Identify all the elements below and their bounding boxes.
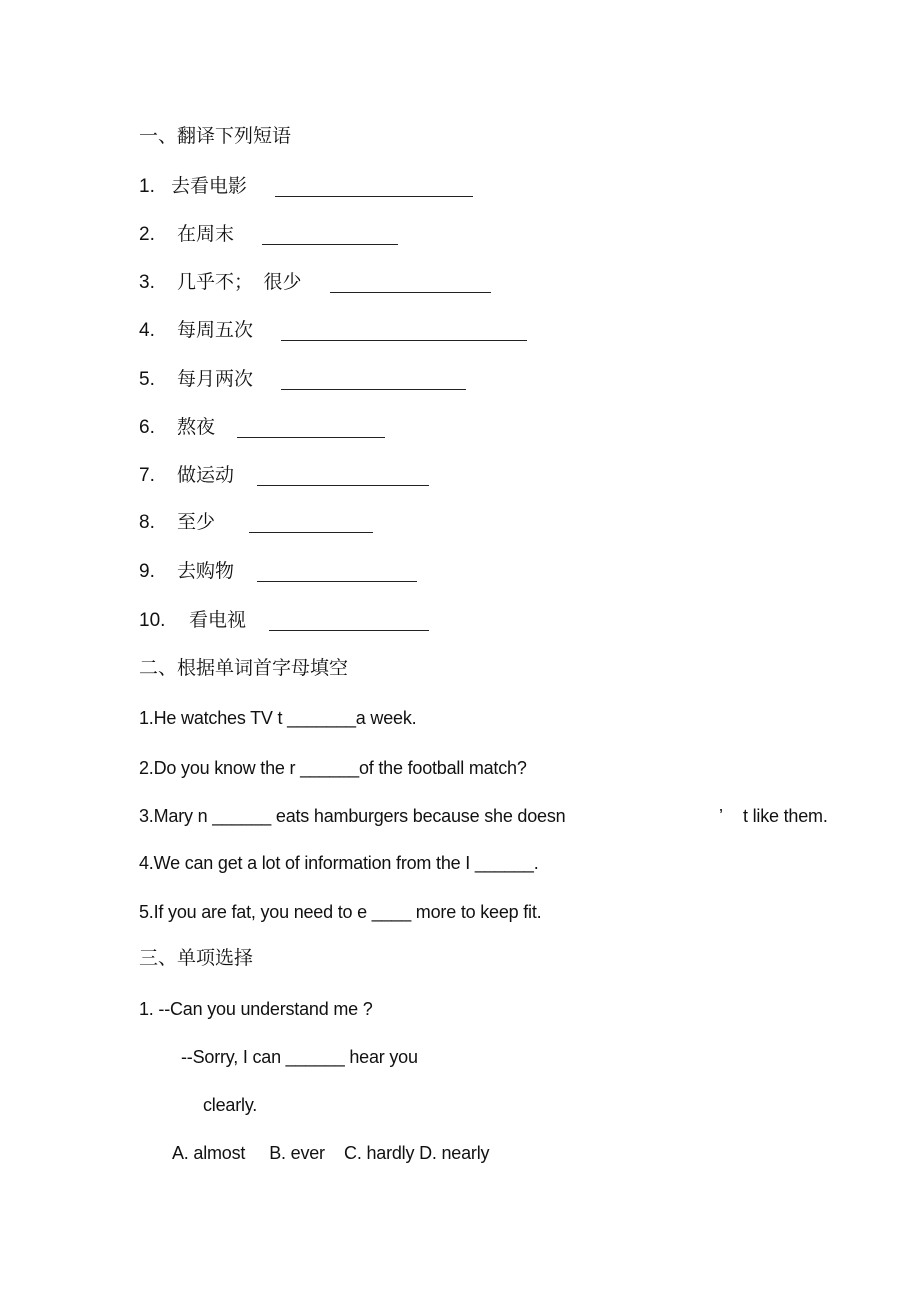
answer-blank[interactable]	[330, 271, 491, 293]
item-number: 7.	[139, 465, 155, 486]
choice-question-1: 1. --Can you understand me ?	[139, 999, 373, 1019]
item-phrase: 在周末	[177, 224, 235, 245]
item-number: 8.	[139, 512, 155, 533]
answer-blank[interactable]	[257, 560, 417, 582]
fill-sentence-5: 5.If you are fat, you need to e ____ more to keep fit.	[139, 902, 542, 922]
fill-sentence-4: 4.We can get a lot of information from the I ______.	[139, 853, 539, 873]
translate-item-1	[139, 175, 839, 199]
translate-item-8	[139, 511, 839, 535]
answer-blank[interactable]	[249, 511, 373, 533]
item-number: 3.	[139, 272, 155, 293]
answer-blank[interactable]	[275, 175, 473, 197]
sentence-part: t like them.	[743, 806, 828, 826]
item-phrase: 去看电影	[171, 176, 248, 197]
section3-title: 三、单项选择	[139, 948, 254, 969]
choice-options: A. almost B. ever C. hardly D. nearly	[172, 1143, 490, 1163]
item-phrase: 看电视	[189, 610, 247, 631]
answer-blank[interactable]	[281, 319, 527, 341]
item-phrase: 每周五次	[177, 320, 254, 341]
translate-item-3	[139, 271, 839, 295]
translate-item-6	[139, 416, 839, 440]
apostrophe: ’	[719, 806, 723, 826]
answer-blank[interactable]	[281, 368, 466, 390]
translate-item-2	[139, 223, 839, 247]
answer-blank[interactable]	[257, 464, 429, 486]
choice-question-1-reply: --Sorry, I can ______ hear you	[181, 1047, 418, 1067]
item-phrase: 去购物	[177, 561, 235, 582]
item-number: 2.	[139, 224, 155, 245]
fill-sentence-1: 1.He watches TV t _______a week.	[139, 708, 417, 728]
item-number: 9.	[139, 561, 155, 582]
translate-item-5	[139, 368, 839, 392]
fill-sentence-3	[139, 804, 859, 828]
item-phrase: 至少	[177, 512, 216, 533]
section2-title: 二、根据单词首字母填空	[139, 658, 349, 679]
item-number: 1.	[139, 176, 155, 197]
sentence-part: 3.Mary n ______ eats hamburgers because she doesn	[139, 806, 566, 826]
translate-item-10	[139, 609, 839, 633]
translate-item-9	[139, 560, 839, 584]
fill-sentence-2: 2.Do you know the r ______of the football match?	[139, 758, 527, 778]
answer-blank[interactable]	[262, 223, 398, 245]
translate-item-7	[139, 464, 839, 488]
item-phrase: 做运动	[177, 465, 235, 486]
item-phrase: 每月两次	[177, 369, 254, 390]
item-phrase: 熬夜	[177, 417, 216, 438]
answer-blank[interactable]	[269, 609, 429, 631]
item-number: 4.	[139, 320, 155, 341]
item-number: 5.	[139, 369, 155, 390]
item-phrase: 几乎不； 很少	[177, 272, 302, 293]
choice-question-1-reply-cont: clearly.	[203, 1095, 258, 1115]
item-number: 10.	[139, 610, 166, 631]
item-number: 6.	[139, 417, 155, 438]
answer-blank[interactable]	[237, 416, 385, 438]
translate-item-4	[139, 319, 839, 343]
section1-title: 一、翻译下列短语	[139, 126, 292, 147]
